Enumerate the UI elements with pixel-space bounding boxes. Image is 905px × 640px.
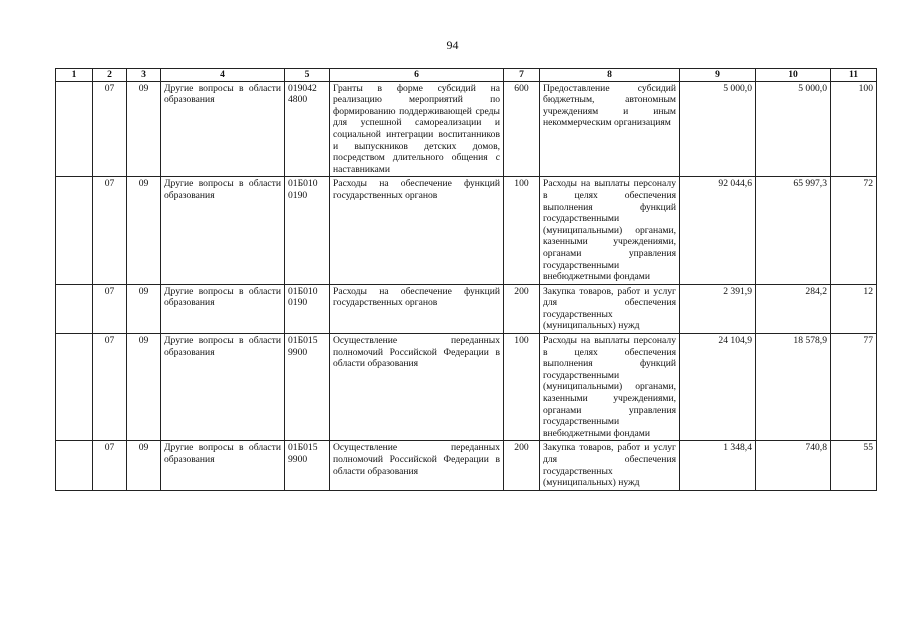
cell-target-article: 01Б015 9900 xyxy=(285,334,330,441)
header-cell-col-11: 11 xyxy=(831,69,877,82)
cell-executed: 284,2 xyxy=(756,284,831,333)
cell-expense-type: 200 xyxy=(504,284,540,333)
cell-col-1 xyxy=(56,177,93,284)
cell-expense-type: 600 xyxy=(504,81,540,177)
cell-col-1 xyxy=(56,441,93,490)
cell-target-article: 01Б010 0190 xyxy=(285,177,330,284)
cell-target-article: 019042 4800 xyxy=(285,81,330,177)
header-cell-col-9: 9 xyxy=(680,69,756,82)
cell-section-name: Другие вопросы в области образования xyxy=(161,334,285,441)
cell-article-name: Расходы на обеспечение функций государственных органов xyxy=(330,284,504,333)
table-row xyxy=(56,334,877,441)
cell-section: 07 xyxy=(93,81,127,177)
cell-subsection: 09 xyxy=(127,334,161,441)
cell-expense-type-name: Предоставление субсидий бюджетным, автономным учреждениям и иным некоммерческим организациям xyxy=(540,81,680,177)
cell-section: 07 xyxy=(93,441,127,490)
cell-planned: 1 348,4 xyxy=(680,441,756,490)
cell-percent: 100 xyxy=(831,81,877,177)
cell-section-name: Другие вопросы в области образования xyxy=(161,177,285,284)
cell-article-name: Осуществление переданных полномочий Российской Федерации в области образования xyxy=(330,441,504,490)
header-cell-col-2: 2 xyxy=(93,69,127,82)
cell-percent: 12 xyxy=(831,284,877,333)
header-cell-col-7: 7 xyxy=(504,69,540,82)
cell-target-article: 01Б015 9900 xyxy=(285,441,330,490)
cell-expense-type: 100 xyxy=(504,177,540,284)
cell-planned: 5 000,0 xyxy=(680,81,756,177)
table-row xyxy=(56,177,877,284)
budget-table xyxy=(55,68,877,491)
table-row xyxy=(56,81,877,177)
cell-article-name: Осуществление переданных полномочий Российской Федерации в области образования xyxy=(330,334,504,441)
cell-col-1 xyxy=(56,334,93,441)
cell-article-name: Расходы на обеспечение функций государственных органов xyxy=(330,177,504,284)
cell-percent: 55 xyxy=(831,441,877,490)
page-number: 94 xyxy=(446,38,459,52)
header-cell-col-10: 10 xyxy=(756,69,831,82)
cell-section: 07 xyxy=(93,284,127,333)
cell-subsection: 09 xyxy=(127,81,161,177)
cell-expense-type-name: Закупка товаров, работ и услуг для обеспечения государственных (муниципальных) нужд xyxy=(540,284,680,333)
cell-section-name: Другие вопросы в области образования xyxy=(161,81,285,177)
cell-percent: 72 xyxy=(831,177,877,284)
cell-expense-type: 100 xyxy=(504,334,540,441)
cell-executed: 18 578,9 xyxy=(756,334,831,441)
cell-expense-type-name: Расходы на выплаты персоналу в целях обеспечения выполнения функций государственными (муниципальными) органами, казенными учреждениями, органами управления государственными внебюджетными фондами xyxy=(540,334,680,441)
cell-expense-type-name: Закупка товаров, работ и услуг для обеспечения государственных (муниципальных) нужд xyxy=(540,441,680,490)
cell-planned: 24 104,9 xyxy=(680,334,756,441)
header-cell-col-8: 8 xyxy=(540,69,680,82)
cell-col-1 xyxy=(56,81,93,177)
cell-section: 07 xyxy=(93,334,127,441)
cell-subsection: 09 xyxy=(127,177,161,284)
cell-col-1 xyxy=(56,284,93,333)
cell-executed: 740,8 xyxy=(756,441,831,490)
cell-subsection: 09 xyxy=(127,441,161,490)
cell-executed: 5 000,0 xyxy=(756,81,831,177)
table-row xyxy=(56,441,877,490)
cell-article-name: Гранты в форме субсидий на реализацию мероприятий по формированию поддерживающей среды для успешной самореализации и социальной интеграции воспитанников и выпускников детских домов, посредством длительного общения с наставниками xyxy=(330,81,504,177)
header-cell-col-6: 6 xyxy=(330,69,504,82)
header-cell-col-1: 1 xyxy=(56,69,93,82)
cell-target-article: 01Б010 0190 xyxy=(285,284,330,333)
cell-percent: 77 xyxy=(831,334,877,441)
header-cell-col-4: 4 xyxy=(161,69,285,82)
cell-planned: 92 044,6 xyxy=(680,177,756,284)
cell-executed: 65 997,3 xyxy=(756,177,831,284)
header-cell-col-5: 5 xyxy=(285,69,330,82)
cell-expense-type-name: Расходы на выплаты персоналу в целях обеспечения выполнения функций государственными (муниципальными) органами, казенными учреждениями, органами управления государственными внебюджетными фондами xyxy=(540,177,680,284)
cell-section-name: Другие вопросы в области образования xyxy=(161,441,285,490)
header-cell-col-3: 3 xyxy=(127,69,161,82)
cell-subsection: 09 xyxy=(127,284,161,333)
table-row xyxy=(56,284,877,333)
cell-expense-type: 200 xyxy=(504,441,540,490)
header-row xyxy=(56,69,877,82)
cell-planned: 2 391,9 xyxy=(680,284,756,333)
cell-section: 07 xyxy=(93,177,127,284)
cell-section-name: Другие вопросы в области образования xyxy=(161,284,285,333)
